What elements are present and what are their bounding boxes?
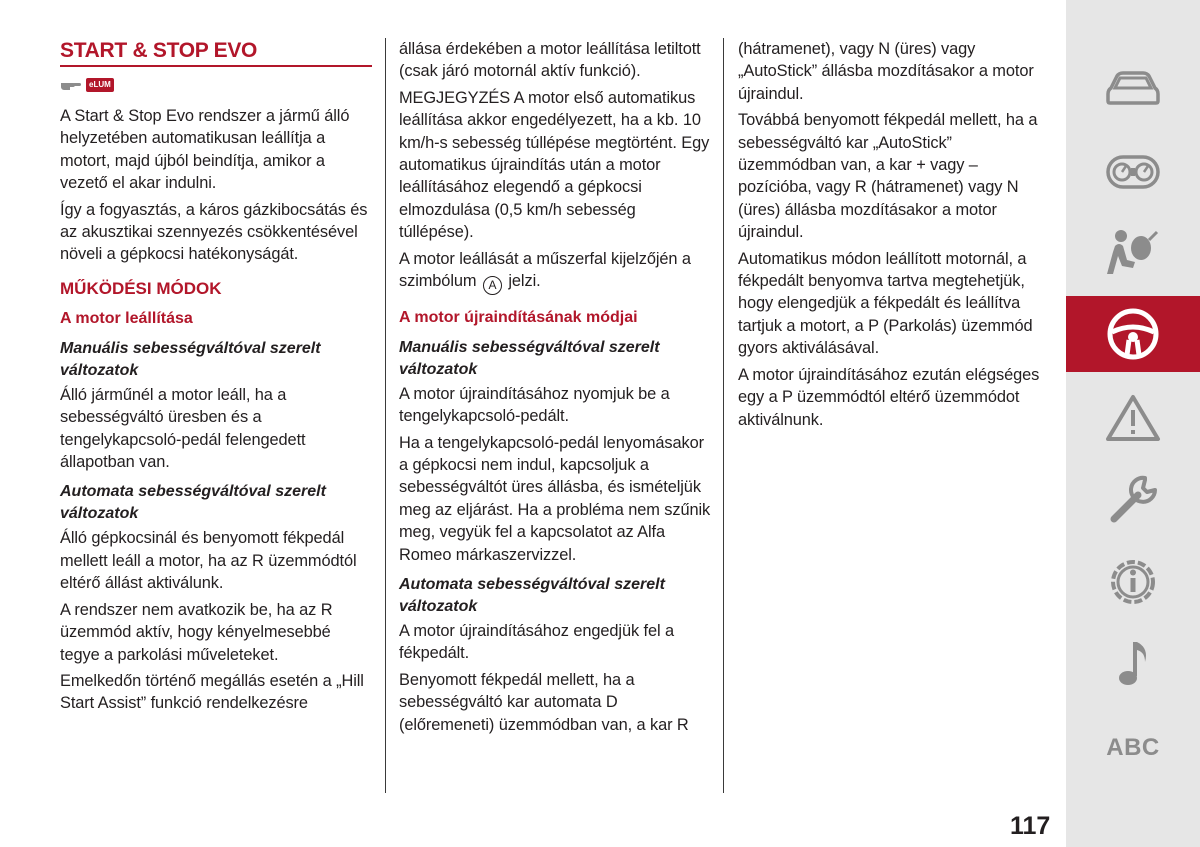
note-paragraph: MEGJEGYZÉS A motor első automatikus leállítása akkor engedélyezett, ha a kb. 10 km/h-s sebesség túllépése megtörtént. Egy automatikus újraindítás után a motor leállításához elegendő a gépkocsi elmozdulása (0,5 km/h sebesség túllépése). <box>399 88 710 242</box>
column-3 <box>738 38 1050 435</box>
paragraph: Benyomott fékpedál mellett, ha a sebességváltó kar automata D (előremeneti) üzemmódban van, a kar R <box>399 670 689 734</box>
chapter-tab-multimedia[interactable] <box>1066 630 1200 698</box>
column-divider <box>385 38 386 793</box>
chapter-tab-driving[interactable] <box>1066 296 1200 372</box>
airbag-passenger-icon <box>1105 226 1161 278</box>
paragraph: A motor újraindításához ezután elégséges egy a P üzemmódtól eltérő üzemmódot aktiválnunk. <box>738 365 1040 429</box>
subheading-automatic: Automata sebességváltóval szerelt változatok <box>60 483 326 523</box>
wrench-icon <box>1105 472 1161 528</box>
chapter-tab-car[interactable] <box>1066 54 1200 122</box>
paragraph-text: jelzi. <box>508 272 541 291</box>
subsection-heading: MŰKÖDÉSI MÓDOK <box>60 278 222 298</box>
subheading-automatic: Automata sebességváltóval szerelt változatok <box>399 576 665 616</box>
warning-triangle-icon <box>1105 393 1161 443</box>
applicability-tags <box>60 77 372 93</box>
column-1 <box>60 38 372 719</box>
column-divider <box>723 38 724 793</box>
paragraph: (hátramenet), vagy N (üres) vagy „AutoStick” állásba mozdításakor a motor újraindul. <box>738 40 1034 103</box>
subheading-manual: Manuális sebességváltóval szerelt változatok <box>60 339 321 379</box>
chapter-sidebar <box>1066 0 1200 847</box>
paragraph: Álló gépkocsinál és benyomott fékpedál mellett leáll a motor, ha az R üzemmódtól eltérő állást aktiválunk. <box>60 529 357 593</box>
paragraph-text: A motor leállását a műszerfal kijelzőjén a szimbólum <box>399 249 691 291</box>
paragraph: A rendszer nem avatkozik be, ha az R üzemmód aktív, hogy kényelmesebbé tegye a parkolási műveleteket. <box>60 600 333 664</box>
paragraph: állása érdekében a motor leállítása letiltott (csak járó motornál aktív funkció). <box>399 40 701 81</box>
index-abc-label: ABC <box>1106 734 1160 761</box>
auto-stop-symbol-icon: A <box>483 276 502 295</box>
section-title: START & STOP EVO <box>60 38 372 67</box>
paragraph: Automatikus módon leállított motornál, a fékpedált benyomva tartva megtehetjük, hogy elengedjük a fékpedált és leállítva tartjuk a motort, a P (Parkolás) üzemmód gyors aktiválásával. <box>738 249 1033 358</box>
pointing-hand-icon <box>60 79 82 91</box>
car-icon <box>1105 68 1161 108</box>
paragraph: A Start & Stop Evo rendszer a jármű álló helyzetében automatikusan leállítja a motort, majd újból beindítja, amikor a vezető el akar indulni. <box>60 107 350 193</box>
chapter-tab-warnings[interactable] <box>1066 384 1200 452</box>
paragraph: Álló járműnél a motor leáll, ha a sebességváltó üresben és a tengelykapcsoló-pedál felengedett állapotban van. <box>60 385 306 472</box>
music-note-icon <box>1105 636 1161 692</box>
subheading-manual: Manuális sebességváltóval szerelt változatok <box>399 338 660 378</box>
paragraph: Így a fogyasztás, a káros gázkibocsátás és az akusztikai szennyezés csökkentésével növeli a gépkocsi hatékonyságát. <box>60 200 368 264</box>
chapter-tab-index[interactable] <box>1066 714 1200 782</box>
steering-wheel-icon <box>1105 306 1161 362</box>
chapter-tab-maintenance[interactable] <box>1066 466 1200 534</box>
paragraph: Továbbá benyomott fékpedál mellett, ha a sebességváltó kar „AutoStick” üzemmódban van, a kar + vagy – pozícióba, vagy R (hátramenet) vagy N (üres) állásba mozdításakor a motor újraindul. <box>738 111 1038 242</box>
info-gear-icon <box>1105 554 1161 610</box>
subheading-engine-stop: A motor leállítása <box>60 309 193 327</box>
elum-badge: eLUM <box>86 78 114 92</box>
chapter-tab-dashboard[interactable] <box>1066 138 1200 206</box>
subheading-restart: A motor újraindításának módjai <box>399 308 638 326</box>
paragraph: A motor újraindításához engedjük fel a fékpedált. <box>399 622 675 663</box>
page-number: 117 <box>1010 812 1051 840</box>
column-2 <box>399 38 711 740</box>
chapter-tab-safety[interactable] <box>1066 218 1200 286</box>
paragraph: Ha a tengelykapcsoló-pedál lenyomásakor a gépkocsi nem indul, kapcsoljuk a sebességváltót üres állásba, és ismételjük meg az eljárást. Ha a probléma nem szűnik meg, vegyük fel a kapcsolatot az Alfa Romeo márkaszervizzel. <box>399 433 711 564</box>
dashboard-gauges-icon <box>1105 152 1161 192</box>
paragraph: A motor újraindításához nyomjuk be a tengelykapcsoló-pedált. <box>399 384 670 426</box>
chapter-tab-technical-data[interactable] <box>1066 548 1200 616</box>
paragraph-symbol <box>399 248 711 295</box>
paragraph: Emelkedőn történő megállás esetén a „Hill Start Assist” funkció rendelkezésre <box>60 671 364 713</box>
